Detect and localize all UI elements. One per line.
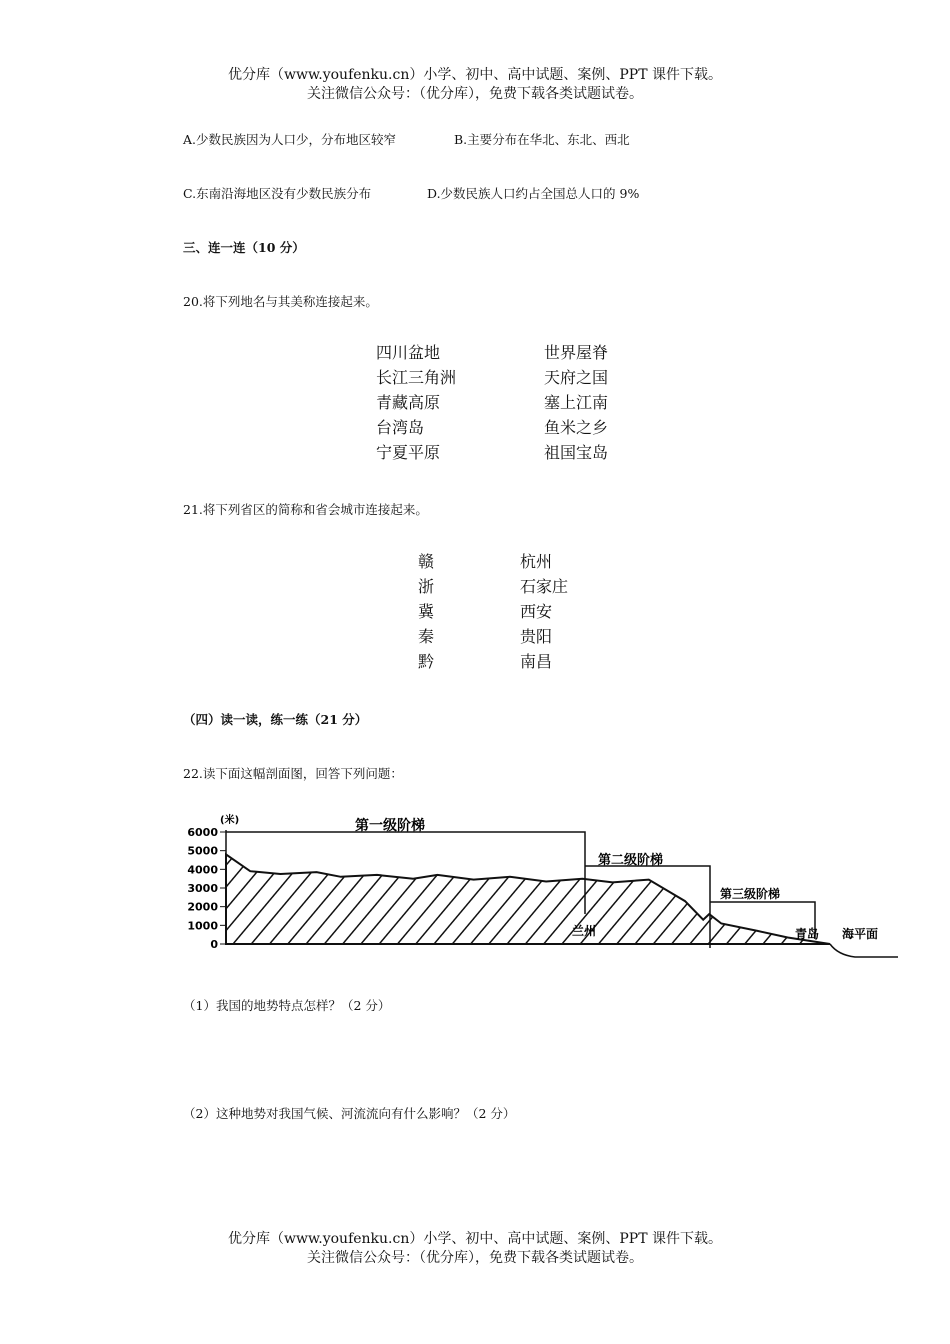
sea-level-label: 海平面 <box>842 927 879 941</box>
q20-nickname: 天府之国 <box>544 368 609 387</box>
q21-capital: 石家庄 <box>520 577 569 596</box>
q20-nickname: 世界屋脊 <box>544 343 609 362</box>
q21-capital: 贵阳 <box>520 627 553 646</box>
y-tick-label: 6000 <box>187 826 218 839</box>
q21-abbrev: 秦 <box>418 627 435 646</box>
y-tick-label: 2000 <box>187 900 218 914</box>
q21-capital-list <box>520 549 568 674</box>
q21-abbrev: 浙 <box>418 577 435 596</box>
option-c: C.东南沿海地区没有少数民族分布 <box>183 186 372 201</box>
sea-surface-line <box>830 944 898 957</box>
q20-nickname: 鱼米之乡 <box>544 418 609 437</box>
q20-place: 宁夏平原 <box>376 443 441 462</box>
q20-place: 长江三角洲 <box>376 368 457 387</box>
terrain-profile-chart <box>180 810 902 960</box>
q20-place: 台湾岛 <box>376 418 425 437</box>
q21-abbrev: 黔 <box>418 652 435 671</box>
section-4-title: （四）读一读，练一练（21 分） <box>183 712 368 727</box>
header-line-1: 优分库（www.youfenku.cn）小学、初中、高中试题、案例、PPT 课件下载。 <box>227 67 722 83</box>
option-a: A.少数民族因为人口少，分布地区较窄 <box>183 132 397 147</box>
q21-capital: 西安 <box>520 602 553 621</box>
q21-prompt: 21.将下列省区的简称和省会城市连接起来。 <box>183 502 428 517</box>
q20-place: 四川盆地 <box>376 343 441 362</box>
y-tick-label: 5000 <box>187 844 218 858</box>
section-3-title: 三、连一连（10 分） <box>183 240 305 255</box>
q21-abbrev: 冀 <box>418 602 435 621</box>
q22-prompt: 22.读下面这幅剖面图，回答下列问题： <box>183 766 403 781</box>
q20-place-list <box>376 340 456 465</box>
q21-abbrev: 赣 <box>418 552 435 571</box>
qingdao-label: 青岛 <box>795 927 820 941</box>
q20-nickname-list <box>544 340 608 465</box>
lanzhou-label: 兰州 <box>572 924 597 938</box>
option-b: B.主要分布在华北、东北、西北 <box>454 132 630 147</box>
q22-sub1: （1）我国的地势特点怎样？（2 分） <box>183 998 391 1013</box>
header-line-2: 关注微信公众号：（优分库），免费下载各类试题试卷。 <box>307 86 643 102</box>
y-tick-label: 1000 <box>187 919 218 933</box>
footer-line-1: 优分库（www.youfenku.cn）小学、初中、高中试题、案例、PPT 课件下载。 <box>227 1231 722 1247</box>
step-1-label: 第一级阶梯 <box>355 818 425 834</box>
q20-nickname: 祖国宝岛 <box>544 443 609 462</box>
option-d: D.少数民族人口约占全国总人口的 9% <box>427 186 640 201</box>
footer-line-2: 关注微信公众号：（优分库），免费下载各类试题试卷。 <box>307 1250 643 1266</box>
q21-capital: 南昌 <box>520 652 553 671</box>
q20-place: 青藏高原 <box>376 393 441 412</box>
q20-nickname: 塞上江南 <box>544 393 609 412</box>
q20-prompt: 20.将下列地名与其美称连接起来。 <box>183 294 378 309</box>
step-2-label: 第二级阶梯 <box>598 853 664 868</box>
q21-capital: 杭州 <box>520 552 553 571</box>
y-tick-label: 4000 <box>187 863 218 877</box>
y-tick-label: 0 <box>210 938 218 951</box>
q22-sub2: （2）这种地势对我国气候、河流流向有什么影响？（2 分） <box>183 1106 516 1121</box>
q21-abbrev-list <box>418 549 434 674</box>
step-3-label: 第三级阶梯 <box>720 887 781 901</box>
y-axis-unit: (米) <box>220 815 240 826</box>
y-tick-label: 3000 <box>187 882 218 895</box>
y-axis-ticks <box>187 826 226 951</box>
